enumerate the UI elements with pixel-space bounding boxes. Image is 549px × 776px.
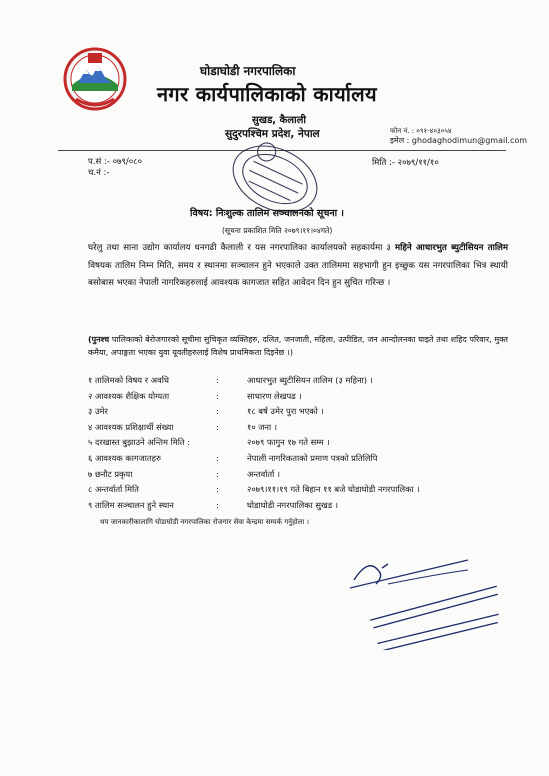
province-name: सुदुरपश्चिम प्रदेश, नेपाल — [225, 128, 320, 140]
municipality-name: घोडाघोडी नगरपालिका — [200, 64, 296, 78]
detail-value: आधारभुत ब्युटीसियन तालिम (३ महिना) । — [247, 375, 373, 385]
footer-contact-note: थप जानकारीकालागि घोडाघोडी नगरपालिका रोजगार सेवा केन्द्रमा सम्पर्क गर्नुहोला । — [100, 518, 310, 526]
detail-colon: : — [216, 484, 219, 495]
phone-number: फोन नं. : ०९१-४०३०५४ — [390, 127, 452, 135]
email-address: इमेल : ghodaghodimun@gmail.com — [390, 136, 528, 145]
detail-row — [88, 422, 518, 438]
publish-date: (सूचना प्रकाशित मिति २०७९।११।०४गते) — [222, 226, 333, 235]
detail-label: ८ अन्तर्वार्ता मिति — [88, 484, 139, 495]
training-title: महिने आधारभुत ब्युटीसियन तालिम — [395, 243, 509, 253]
detail-row — [88, 484, 518, 500]
office-location: सुखड, कैलाली — [252, 115, 306, 126]
detail-value: साधारण लेखपढ । — [247, 390, 302, 401]
note-lead: (पुनश्च — [88, 335, 110, 344]
detail-value: २०७९।११।१९ गते बिहान ११ बजे घोडाघोडी नगरपालिका । — [247, 484, 420, 495]
priority-note — [88, 334, 508, 359]
detail-colon: : — [216, 406, 219, 417]
reference-block — [88, 157, 142, 179]
detail-colon: : — [216, 375, 219, 385]
detail-row — [88, 406, 518, 422]
signature-stamp — [348, 540, 508, 650]
notice-body — [88, 240, 508, 293]
detail-label: ६ आवश्यक कागजातहरु — [88, 452, 161, 463]
note-text: पालिकाको बेरोजगारको सूचीमा सुचिकृत व्यक्तिहरु, दलित, जनजाती, महिला, उत्पीडित, जन आन्दोलनका घाइते तथा शहिद परिवार, मुक्त कमैया, अपाङ्गता भएका युवा यूवतीहरुलाई विशेष प्राथमिकता दिइनेछ ।) — [88, 335, 508, 357]
detail-label: ७ छनौट प्रकृया — [88, 468, 133, 479]
detail-row — [88, 469, 518, 485]
detail-colon: : — [216, 421, 219, 432]
detail-value: अन्तर्वार्ता । — [247, 468, 281, 479]
detail-label: ५ दरखास्त बुझाउने अन्तिम मिति : — [88, 437, 191, 448]
detail-label: ९ तालिम सञ्चालन हुने स्थान — [88, 499, 174, 510]
body-intro: घरेलु तथा साना उद्योग कार्यालय धनगढी कैलाली र यस नगरपालिका कार्यालयको सहकार्यमा ३ — [88, 243, 391, 253]
training-details-list — [88, 375, 518, 515]
detail-colon: : — [216, 390, 219, 401]
detail-colon: : — [216, 468, 219, 479]
nepal-emblem-logo — [62, 45, 128, 115]
detail-value: घोडाघोडी नगरपालिका सुखड । — [247, 499, 338, 510]
letter-number: प.सं :- ०७९/०८० — [88, 157, 142, 167]
detail-value: १८ बर्ष उमेर पुरा भएको । — [247, 406, 324, 417]
detail-row — [88, 437, 518, 453]
detail-label: १ तालिमको विषय र अवधि — [88, 375, 169, 385]
notice-subject: विषय: निःशुल्क तालिम सञ्चालनको सूचना । — [190, 208, 345, 219]
detail-value: २०७९ फागुन १७ गते सम्म । — [247, 437, 330, 448]
detail-label: ४ आवश्यक प्रशिक्षार्थी संख्या — [88, 421, 174, 432]
detail-label: ३ उमेर — [88, 406, 108, 417]
detail-row — [88, 375, 518, 391]
detail-colon: : — [216, 499, 219, 510]
detail-label: २ आवश्यक शैक्षिक योग्यता — [88, 390, 170, 401]
detail-colon: : — [216, 452, 219, 463]
body-rest: विषयक तालिम निम्न मिति, समय र स्थानमा सञ्चालन हुने भएकाले उक्त तालिममा सहभागी हुन इच्छुक यस नगरपालिका भित्र स्थायी बसोबास भएका नेपाली नागरिकहरुलाई आवश्यक कागजात सहित आवेदन दिन हुन सुचित गरिन्छ । — [88, 260, 508, 288]
dispatch-number: च.नं :- — [88, 168, 110, 178]
detail-row — [88, 453, 518, 469]
letter-date: मिति :- २०७९/११/१० — [372, 158, 439, 168]
detail-value: नेपाली नागरिकताको प्रमाण पत्रको प्रतिलिपि — [247, 452, 378, 463]
office-name: नगर कार्यपालिकाको कार्यालय — [157, 82, 377, 106]
contact-block — [390, 126, 527, 146]
detail-value: १० जना । — [247, 421, 277, 432]
detail-row — [88, 500, 518, 516]
detail-row — [88, 391, 518, 407]
